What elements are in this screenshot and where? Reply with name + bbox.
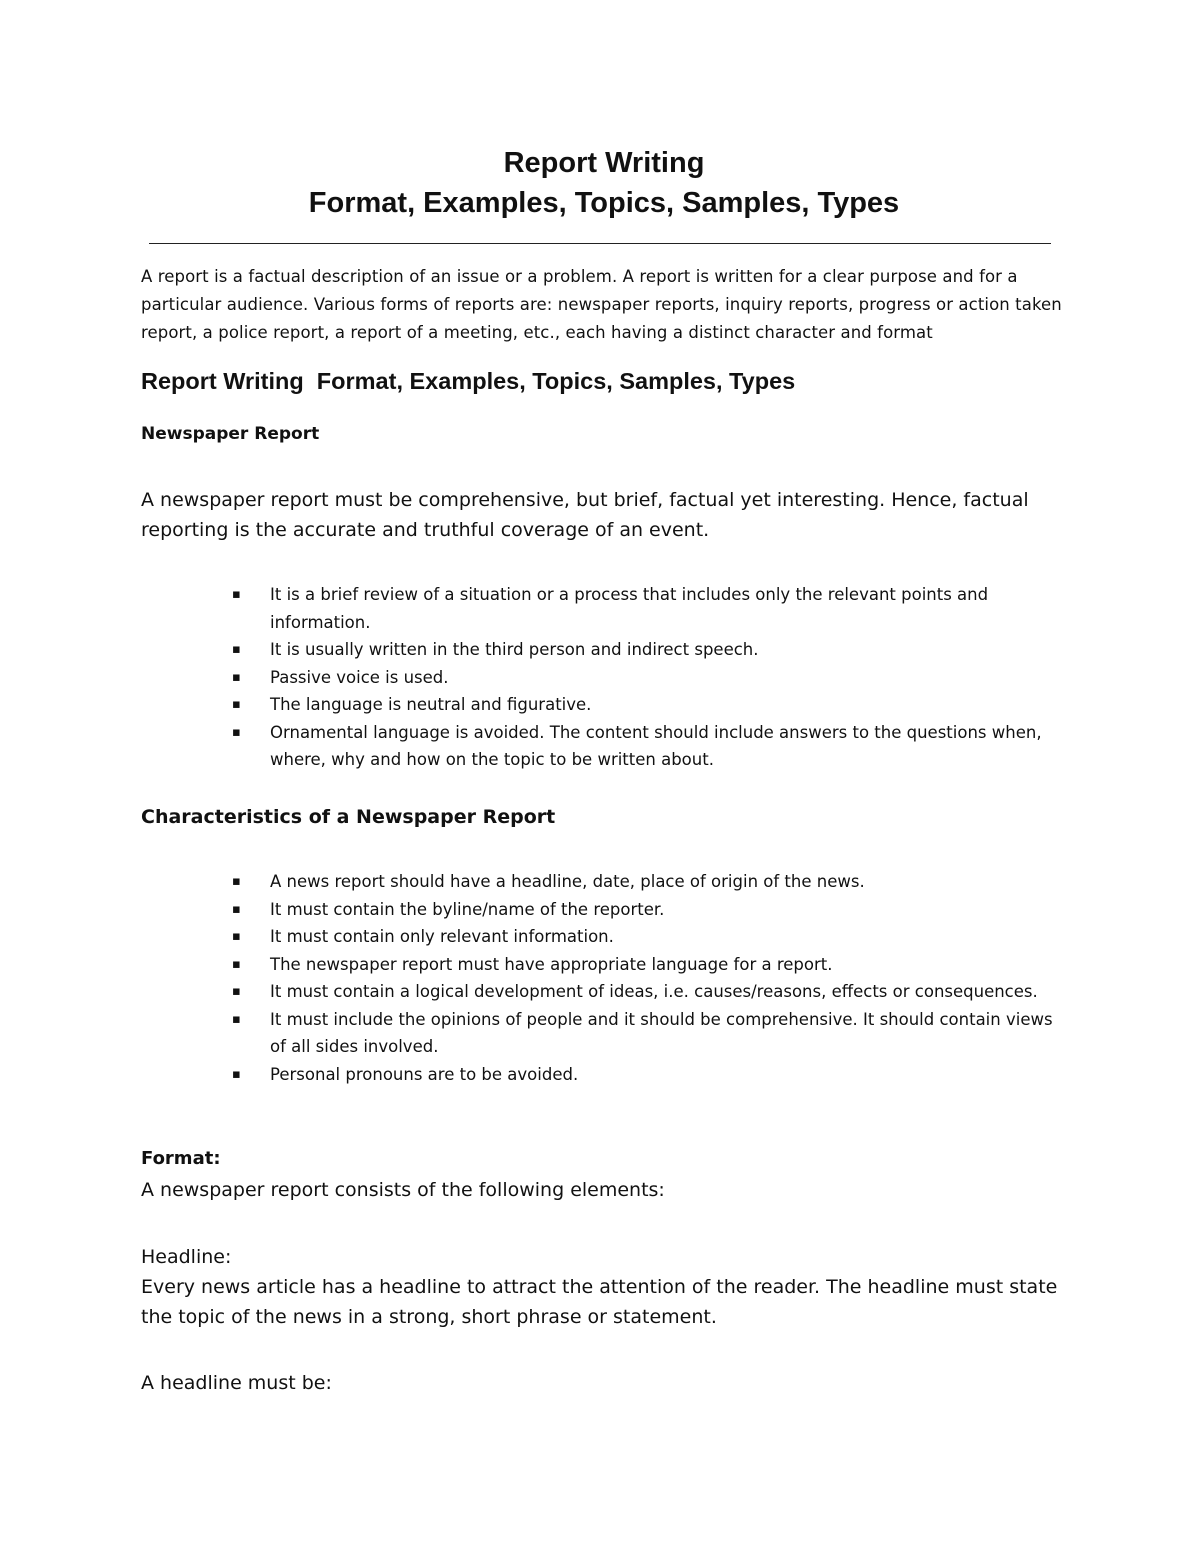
headline-label: Headline: <box>141 1246 232 1268</box>
list-item <box>230 664 1070 692</box>
bullet-icon: ▪ <box>232 587 241 602</box>
characteristics-heading: Characteristics of a Newspaper Report <box>141 806 556 828</box>
list-item-text: It must contain only relevant information. <box>270 927 614 946</box>
list-item-text: Passive voice is used. <box>270 667 449 687</box>
bullet-icon: ▪ <box>232 1011 241 1027</box>
bullet-icon: ▪ <box>232 984 241 999</box>
newspaper-report-heading: Newspaper Report <box>141 424 320 444</box>
list-item <box>230 951 1070 979</box>
list-item <box>230 896 1070 924</box>
bullet-icon: ▪ <box>232 697 241 712</box>
bullet-icon: ▪ <box>232 669 241 685</box>
document-title <box>0 143 1200 223</box>
newspaper-report-paragraph: A newspaper report must be comprehensive, but brief, factual yet interesting. Hence, factual reporting is the accurate and truthful coverage of an event. <box>141 489 1029 541</box>
intro-paragraph: A report is a factual description of an issue or a problem. A report is written for a clear purpose and for a particular audience. Various forms of reports are: newspaper reports, inquiry reports, progress or action taken report, a police report, a report of a meeting, etc., each having a distinct character and format <box>141 267 1062 342</box>
list-item-text: The language is neutral and figurative. <box>270 695 592 714</box>
list-item <box>230 868 1070 896</box>
title-divider <box>149 243 1051 244</box>
characteristics-list <box>230 868 1070 1088</box>
bullet-icon: ▪ <box>232 642 241 657</box>
headline-must-be: A headline must be: <box>141 1372 332 1394</box>
list-item <box>230 978 1070 1006</box>
list-item-text: Ornamental language is avoided. The content should include answers to the questions when, where, why and how on the topic to be written about. <box>270 722 1042 769</box>
list-item-text: It is a brief review of a situation or a process that includes only the relevant points and information. <box>270 585 989 632</box>
headline-paragraph: Every news article has a headline to attract the attention of the reader. The headline must state the topic of the news in a strong, short phrase or statement. <box>141 1276 1058 1328</box>
format-label: Format: <box>141 1148 221 1169</box>
list-item-text: The newspaper report must have appropriate language for a report. <box>270 954 833 974</box>
list-item-text: A news report should have a headline, date, place of origin of the news. <box>270 872 865 891</box>
list-item <box>230 1061 1070 1089</box>
list-item-text: Personal pronouns are to be avoided. <box>270 1064 579 1084</box>
list-item-text: It must contain a logical development of ideas, i.e. causes/reasons, effects or consequences. <box>270 982 1038 1001</box>
section-heading: Report Writing Format, Examples, Topics, Samples, Types <box>141 368 796 394</box>
list-item <box>230 923 1070 951</box>
title-line-1: Report Writing <box>503 147 705 179</box>
bullet-icon: ▪ <box>232 956 241 972</box>
list-item-text: It must contain the byline/name of the reporter. <box>270 899 665 919</box>
list-item <box>230 719 1070 774</box>
list-item-text: It must include the opinions of people and it should be comprehensive. It should contain views of all sides involved. <box>270 1009 1053 1056</box>
bullet-icon: ▪ <box>232 874 241 889</box>
list-item <box>230 691 1070 719</box>
list-item <box>230 636 1070 664</box>
bullet-icon: ▪ <box>232 929 241 944</box>
newspaper-points-list <box>230 581 1070 774</box>
list-item <box>230 581 1070 636</box>
title-line-2: Format, Examples, Topics, Samples, Types <box>308 187 900 219</box>
bullet-icon: ▪ <box>232 1066 241 1082</box>
format-paragraph: A newspaper report consists of the following elements: <box>141 1179 665 1201</box>
list-item <box>230 1006 1070 1061</box>
bullet-icon: ▪ <box>232 724 241 740</box>
bullet-icon: ▪ <box>232 901 241 917</box>
list-item-text: It is usually written in the third person and indirect speech. <box>270 640 759 659</box>
